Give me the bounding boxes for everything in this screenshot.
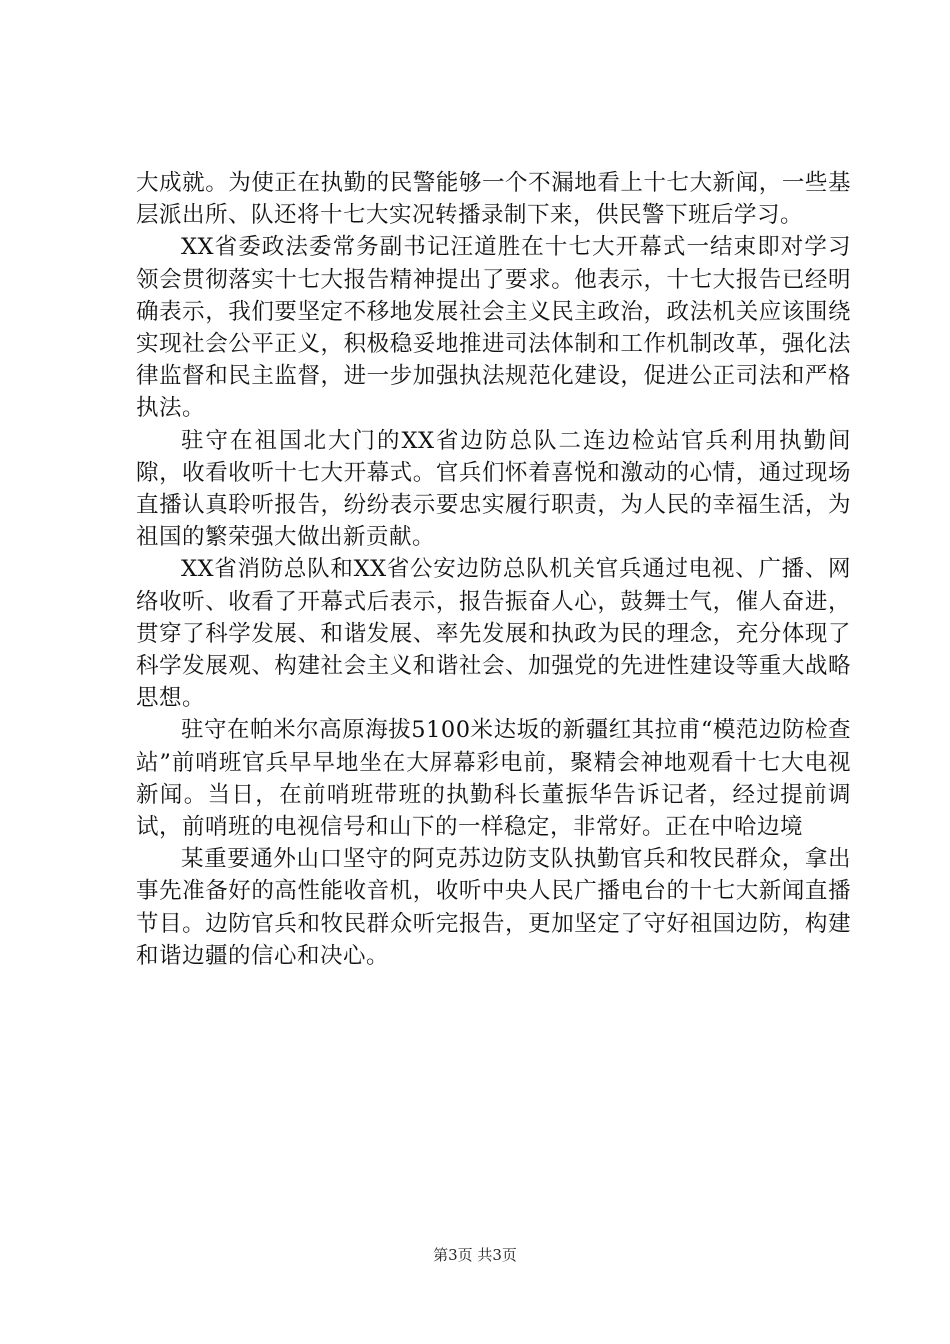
paragraph: 某重要通外山口坚守的阿克苏边防支队执勤官兵和牧民群众，拿出事先准备好的高性能收音机，收听中央人民广播电台的十七大新闻直播节目。边防官兵和牧民群众听完报告，更加坚定了守好祖国边防，构建和谐边疆的信心和决心。: [136, 846, 851, 969]
paragraph: 驻守在祖国北大门的XX省边防总队二连边检站官兵利用执勤间隙，收看收听十七大开幕式。官兵们怀着喜悦和激动的心情，通过现场直播认真聆听报告，纷纷表示要忠实履行职责，为人民的幸福生活，为祖国的繁荣强大做出新贡献。: [136, 427, 851, 551]
page-number-footer: 第3页 共3页: [433, 1246, 517, 1264]
paragraph: XX省消防总队和XX省公安边防总队机关官兵通过电视、广播、网络收听、收看了开幕式后表示，报告振奋人心，鼓舞士气，催人奋进，贯穿了科学发展、和谐发展、率先发展和执政为民的理念，充分体现了科学发展观、构建社会主义和谐社会、加强党的先进性建设等重大战略思想。: [136, 556, 851, 712]
paragraph: XX省委政法委常务副书记汪道胜在十七大开幕式一结束即对学习领会贯彻落实十七大报告精神提出了要求。他表示，十七大报告已经明确表示，我们要坚定不移地发展社会主义民主政治，政法机关应该围绕实现社会公平正义，积极稳妥地推进司法体制和工作机制改革，强化法律监督和民主监督，进一步加强执法规范化建设，促进公正司法和严格执法。: [136, 234, 851, 422]
paragraph-continuation: 大成就。为使正在执勤的民警能够一个不漏地看上十七大新闻，一些基层派出所、队还将十七大实况转播录制下来，供民警下班后学习。: [136, 170, 851, 229]
document-body: [136, 167, 851, 972]
paragraph: 驻守在帕米尔高原海拔5100米达坂的新疆红其拉甫“模范边防检查站”前哨班官兵早早地坐在大屏幕彩电前，聚精会神地观看十七大电视新闻。当日，在前哨班带班的执勤科长董振华告诉记者，经过提前调试，前哨班的电视信号和山下的一样稳定，非常好。正在中哈边境: [136, 717, 851, 841]
